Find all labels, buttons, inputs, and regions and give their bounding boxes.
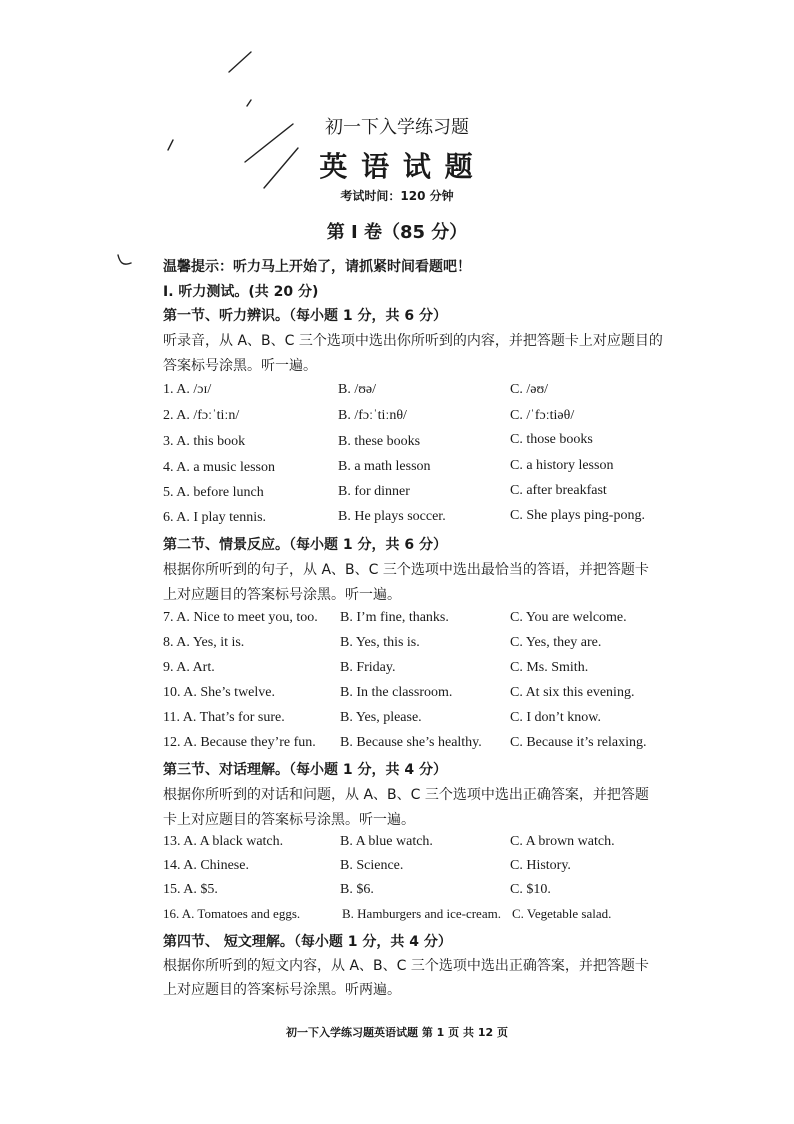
option-a: 7. A. Nice to meet you, too. (163, 610, 318, 625)
option-c: C. A brown watch. (510, 834, 615, 849)
section4-instruction-line2: 上对应题目的答案标号涂黑。听两遍。 (163, 982, 401, 998)
option-c: C. /ˈfɔːtiəθ/ (510, 408, 575, 423)
option-a: 6. A. I play tennis. (163, 510, 267, 525)
option-b: B. Friday. (340, 660, 396, 675)
section3-instruction-line1: 根据你所听到的对话和问题，从 A、B、C 三个选项中选出正确答案，并把答题 (163, 787, 649, 803)
option-b: B. $6. (340, 882, 374, 897)
option-c: C. Yes, they are. (510, 635, 602, 650)
pre-title: 初一下入学练习题 (325, 117, 469, 138)
option-c: C. She plays ping-pong. (510, 508, 645, 523)
option-a: 1. A. /ɔɪ/ (163, 382, 212, 397)
option-b: B. Science. (340, 858, 404, 873)
option-c: C. /əʊ/ (510, 382, 549, 397)
section1-instruction-line1: 听录音，从 A、B、C 三个选项中选出你所听到的内容，并把答题卡上对应题目的 (163, 333, 663, 349)
volume-heading: 第 I 卷（85 分） (326, 222, 468, 243)
option-a: 16. A. Tomatoes and eggs. (163, 906, 301, 921)
option-c: C. You are welcome. (510, 610, 627, 625)
option-c: C. Because it’s relaxing. (510, 735, 647, 750)
page-footer: 初一下入学练习题英语试题 第 1 页 共 12 页 (286, 1026, 508, 1039)
option-b: B. /fɔːˈtiːnθ/ (338, 408, 407, 423)
section1-instruction-line2: 答案标号涂黑。听一遍。 (163, 358, 317, 374)
option-c: C. At six this evening. (510, 685, 635, 700)
section4-instruction-line1: 根据你所听到的短文内容，从 A、B、C 三个选项中选出正确答案，并把答题卡 (163, 958, 649, 974)
option-c: C. Ms. Smith. (510, 660, 589, 675)
exam-time: 考试时间：120 分钟 (340, 189, 454, 203)
section2-instruction-line1: 根据你所听到的句子，从 A、B、C 三个选项中选出最恰当的答语，并把答题卡 (163, 562, 649, 578)
page-title: 英 语 试 题 (319, 150, 475, 183)
section2-instruction-line2: 上对应题目的答案标号涂黑。听一遍。 (163, 587, 401, 603)
option-a: 9. A. Art. (163, 660, 215, 675)
option-b: B. for dinner (338, 484, 410, 499)
option-c: C. those books (510, 432, 593, 447)
option-c: C. a history lesson (510, 458, 614, 473)
section3-heading: 第三节、对话理解。（每小题 1 分，共 4 分） (163, 762, 447, 778)
option-b: B. Hamburgers and ice-cream. (342, 906, 501, 921)
option-c: C. Vegetable salad. (512, 906, 612, 921)
option-b: B. A blue watch. (340, 834, 433, 849)
option-b: B. these books (338, 434, 421, 449)
option-b: B. a math lesson (338, 459, 431, 474)
option-c: C. I don’t know. (510, 710, 601, 725)
option-a: 12. A. Because they’re fun. (163, 735, 316, 750)
option-a: 14. A. Chinese. (163, 858, 249, 873)
option-c: C. $10. (510, 882, 551, 897)
option-a: 2. A. /fɔːˈtiːn/ (163, 408, 240, 423)
part1-heading: I. 听力测试。(共 20 分) (163, 284, 319, 300)
section1-heading: 第一节、听力辨识。（每小题 1 分，共 6 分） (163, 308, 447, 324)
option-a: 11. A. That’s for sure. (163, 710, 285, 725)
option-a: 15. A. $5. (163, 882, 218, 897)
option-c: C. History. (510, 858, 571, 873)
option-a: 4. A. a music lesson (163, 460, 275, 475)
section2-heading: 第二节、情景反应。（每小题 1 分，共 6 分） (163, 537, 447, 553)
option-a: 5. A. before lunch (163, 485, 264, 500)
option-a: 8. A. Yes, it is. (163, 635, 245, 650)
option-b: B. He plays soccer. (338, 509, 446, 524)
option-b: B. Because she’s healthy. (340, 735, 482, 750)
option-c: C. after breakfast (510, 483, 607, 498)
option-a: 3. A. this book (163, 434, 246, 449)
option-a: 10. A. She’s twelve. (163, 685, 275, 700)
section3-instruction-line2: 卡上对应题目的答案标号涂黑。听一遍。 (163, 812, 415, 828)
option-b: B. Yes, this is. (340, 635, 420, 650)
option-a: 13. A. A black watch. (163, 834, 284, 849)
option-b: B. Yes, please. (340, 710, 422, 725)
tip-text: 温馨提示：听力马上开始了，请抓紧时间看题吧！ (163, 259, 471, 275)
option-b: B. In the classroom. (340, 685, 453, 700)
option-b: B. I’m fine, thanks. (340, 610, 449, 625)
option-b: B. /ʊə/ (338, 382, 377, 397)
section4-heading: 第四节、 短文理解。（每小题 1 分，共 4 分） (163, 934, 452, 950)
